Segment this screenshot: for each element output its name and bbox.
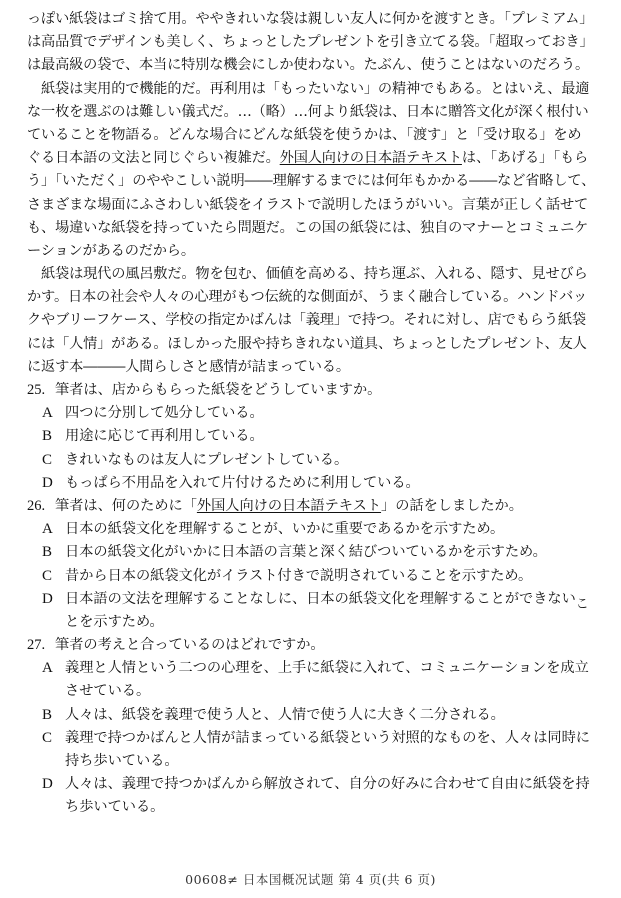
option-26-c [27,565,597,588]
passage-line [27,147,597,170]
option-text: 義理で持つかばんと人情が詰まっている紙袋という対照的なものを、人々は同時に [65,729,590,746]
option-letter: C [42,567,53,584]
option-27-c [27,727,597,750]
question-text-part: 」の話をしましたか。 [381,497,523,514]
question-25 [27,379,597,402]
option-25-d [27,472,597,495]
option-text: 四つに分別して処分している。 [65,405,264,422]
option-25-c [27,449,597,472]
option-letter: C [42,451,53,468]
passage-line: は高品質でデザインも美しく、ちょっとしたプレゼントを引き立てる袋。「超取っておき」 [27,34,594,51]
option-27-a [27,657,597,680]
option-25-b [27,425,597,448]
option-27-d [27,773,597,796]
passage-line: には「人情」がある。ほしかった服や持ちきれない道具、ちょっとしたプレゼント、友人 [27,335,587,352]
option-letter: B [42,428,53,445]
option-letter: D [42,590,53,607]
passage-line: ーションがあるのだから。 [27,242,195,259]
question-text [55,495,523,518]
option-letter: C [42,729,53,746]
option-27-b [27,704,597,727]
option-letter: B [42,544,53,561]
option-continuation: ち歩いている。 [65,799,165,816]
option-26-d [27,588,597,611]
question-number: 25. [27,382,46,398]
passage-line: 紙袋は現代の風呂敷だ。物を包む、価値を高める、持ち運ぶ、入れる、隠す、見せびら [41,266,588,283]
option-letter: B [42,706,53,723]
option-letter: A [42,405,53,422]
passage-line: かす。日本の社会や人々の心理がもつ伝統的な側面が、うまく融合している。ハンドバッ [27,289,588,306]
option-text: 義理と人情という二つの心理を、上手に紙袋に入れて、コミュニケーションを成立 [65,660,589,677]
passage-line: は最高級の袋で、本当に特別な機会にしか使わない。たぶん、使うことはないのだろう。 [27,57,590,74]
passage-line: な一枚を選ぶのは難しい儀式だ。…（略）…何より紙袋は、日本に贈答文化が深く根付い [27,103,589,120]
passage-line: っぽい紙袋はゴミ捨て用。ややきれいな袋は親しい友人に何かを渡すとき。「プレミアム」 [27,11,594,27]
passage-text: ぐる日本語の文法と同じぐらい複雑だ。 [27,150,280,167]
question-26 [27,495,597,518]
option-continuation: させている。 [65,683,151,700]
option-text: 日本の紙袋文化を理解することが、いかに重要であるかを示すため。 [65,521,505,538]
exam-page [27,8,597,820]
passage-line: う」「いただく」のややこしい説明――理解するまでには何年もかかる――など省略して、 [27,173,596,190]
option-text: もっぱら不用品を入れて片付けるために利用している。 [65,474,420,491]
question-text: 筆者は、店からもらった紙袋をどうしていますか。 [55,382,382,398]
option-letter: A [42,521,53,538]
passage-line: も、場違いな紙袋を持っていたら問題だ。この国の紙袋には、独自のマナーとコミュニケ [27,219,589,236]
option-26-a [27,518,597,541]
question-number: 27. [27,637,46,654]
stray-character: こ [575,596,589,612]
underlined-phrase: 外国人向けの日本語テキスト [196,497,382,514]
option-text: きれいなものは友人にプレゼントしている。 [65,451,349,468]
passage-line: クやブリーフケース、学校の指定かばんは「義理」で持つ。それに対し、店でもらう紙袋 [27,312,586,329]
option-text: 日本の紙袋文化がいかに日本語の言葉と深く結びついているかを示すため。 [65,544,547,561]
passage-line: ていることを物語る。どんな場合にどんな紙袋を使うかは、「渡す」と「受け取る」をめ [27,126,582,143]
passage-line: さまざまな場面にふさわしい紙袋をイラストで説明したほうがいい。言葉が正しく話せて [27,196,589,213]
option-letter: D [42,474,53,491]
option-letter: D [42,776,53,793]
option-text: 人々は、義理で持つかばんから解放されて、自分の好みに合わせて自由に紙袋を持 [65,776,590,793]
option-text: 昔から日本の紙袋文化がイラスト付きで説明されていることを示すため。 [65,567,533,584]
passage-line: 紙袋は実用的で機能的だ。再利用は「もったいない」の精神でもある。とはいえ、最適 [41,80,590,97]
question-text: 筆者の考えと合っているのはどれですか。 [55,637,325,654]
question-text-part: 筆者は、何のために「 [55,497,197,514]
question-number: 26. [27,497,46,514]
option-continuation: 持ち歩いている。 [65,753,179,769]
question-27 [27,634,597,657]
passage-line: に返す本―――人間らしさと感情が詰まっている。 [27,358,350,375]
option-26-b [27,541,597,564]
option-text-part: 日本語の文法を理解することなしに、日本の紙袋文化を理解することができない [65,590,576,607]
option-text [65,588,589,611]
option-letter: A [42,660,53,677]
option-text: 用途に応じて再利用している。 [65,428,264,445]
page-footer: 00608≠ 日本国概况试题 第 4 页(共 6 页) [185,872,436,887]
underlined-phrase: 外国人向けの日本語テキスト [279,150,462,167]
option-25-a [27,402,597,425]
option-continuation: とを示すため。 [65,613,164,630]
passage-text: は、「あげる」「もら [461,150,589,167]
option-text: 人々は、紙袋を義理で使う人と、人情で使う人に大きく二分される。 [65,706,505,723]
